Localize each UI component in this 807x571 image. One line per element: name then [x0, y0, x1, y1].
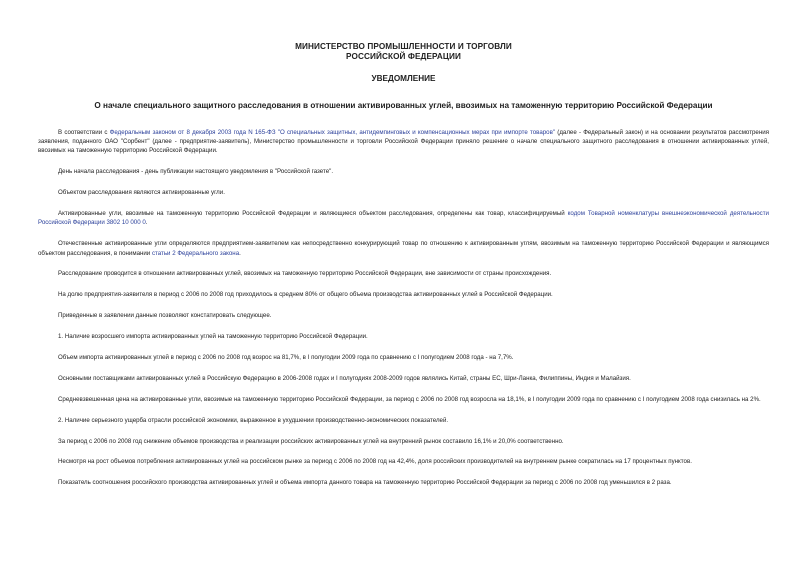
- paragraph-p5: [38, 239, 769, 258]
- paragraph-text: Показатель соотношения российского производства активированных углей и объема импорта данного товара на таможенную территорию Российской Федерации за период с 2006 по 2008 год уменьшился в 2 раза.: [58, 479, 672, 487]
- paragraph-text: Расследование проводится в отношении активированных углей, ввозимых на таможенную территорию Российской Федерации, вне зависимости от страны происхождения.: [58, 270, 552, 278]
- paragraph-p8: [38, 311, 769, 320]
- legal-reference-link[interactable]: Федеральным законом от 8 декабря 2003 года N 165-ФЗ "О специальных защитных, антидемпинговых и компенсационных мерах при импорте товаров": [109, 128, 556, 136]
- ministry-name-line1: МИНИСТЕРСТВО ПРОМЫШЛЕННОСТИ И ТОРГОВЛИ: [295, 42, 512, 51]
- paragraph-p9: [38, 332, 769, 341]
- paragraph-p15: [38, 457, 769, 466]
- paragraph-p10: [38, 353, 769, 362]
- paragraph-text: За период с 2006 по 2008 год снижение объемов производства и реализации российских активированных углей на внутренний рынок составило 16,1% и 20,0% соответственно.: [58, 437, 564, 445]
- paragraph-text: .: [145, 219, 148, 227]
- document-title: О начале специального защитного расследования в отношении активированных углей, ввозимых на таможенную территорию Российской Федерации: [94, 100, 713, 110]
- paragraph-p6: [38, 269, 769, 278]
- ministry-name-line2: РОССИЙСКОЙ ФЕДЕРАЦИИ: [346, 52, 461, 62]
- paragraph-p7: [38, 290, 769, 299]
- paragraph-text: 2. Наличие серьезного ущерба отрасли российской экономики, выраженное в ухудшении производственно-экономических показателей.: [58, 416, 449, 424]
- notice-heading: УВЕДОМЛЕНИЕ: [371, 73, 436, 83]
- paragraph-text: Объектом расследования являются активированные угли.: [58, 189, 225, 197]
- paragraph-text: Средневзвешенная цена на активированные угли, ввозимые на таможенную территорию Российской Федерации, за период с 2006 по 2008 год возросла на 18,1%, в I полугодии 2009 года по сравнению с I полугодием 2008 года снизилась на 2%.: [58, 395, 761, 403]
- document-body: [38, 128, 769, 488]
- legal-reference-link[interactable]: статьи 2 Федерального закона: [151, 249, 240, 257]
- paragraph-text: Приведенные в заявлении данные позволяют констатировать следующее.: [58, 312, 272, 320]
- paragraph-text: День начала расследования - день публикации настоящего уведомления в "Российской газете".: [58, 168, 334, 176]
- paragraph-p3: [38, 188, 769, 197]
- legal-reference-link[interactable]: кодом Товарной номенклатуры внешнеэкономической деятельности Российской Федерации 3802 10 000 0: [38, 210, 769, 227]
- paragraph-text: Объем импорта активированных углей в период с 2006 по 2008 год возрос на 81,7%, в I полугодии 2009 года по сравнению с I полугодием 2008 года - на 7,7%.: [58, 354, 514, 362]
- paragraph-text: Отечественные активированные угли определяются предприятием-заявителем как непосредственно конкурирующий товар по отношению к активированным углям, ввозимым на таможенную территорию Российской Федерации и являющимся объектом расследования, в понимании: [38, 240, 769, 257]
- paragraph-p14: [38, 437, 769, 446]
- paragraph-text: Несмотря на рост объемов потребления активированных углей на российском рынке за период с 2006 по 2008 год на 42,4%, доля российских производителей на внутреннем рынке сократилась на 17 процентных пунктов.: [58, 458, 692, 466]
- paragraph-text: Активированные угли, ввозимые на таможенную территорию Российской Федерации и являющиеся объектом расследования, определены как товар, классифицируемый: [58, 210, 568, 218]
- paragraph-p1: [38, 128, 769, 156]
- paragraph-p16: [38, 478, 769, 487]
- paragraph-text: Основными поставщиками активированных углей в Российскую Федерацию в 2006-2008 годах и I полугодиях 2008-2009 годов являлись Китай, страны ЕС, Шри-Ланка, Филиппины, Индия и Малайзия.: [58, 374, 631, 382]
- paragraph-p11: [38, 374, 769, 383]
- paragraph-text: 1. Наличие возросшего импорта активированных углей на таможенную территорию Российской Федерации.: [58, 333, 368, 341]
- paragraph-p13: [38, 416, 769, 425]
- paragraph-p4: [38, 209, 769, 228]
- paragraph-p12: [38, 395, 769, 404]
- paragraph-text: В соответствии с: [58, 128, 110, 136]
- paragraph-text: .: [239, 249, 241, 257]
- paragraph-text: (далее - Федеральный закон) и на основании результатов рассмотрения заявления, поданного ОАО "Сорбент" (далее - предприятие-заявитель), Министерство промышленности и торговли Российской Федерации приняло решение о начале специального защитного расследования в отношении активированных углей, ввозимых на таможенную территорию Российской Федерации.: [38, 128, 769, 155]
- paragraph-text: На долю предприятия-заявителя в период с 2006 по 2008 год приходилось в среднем 80% от общего объема производства активированных углей в Российской Федерации.: [58, 291, 553, 299]
- paragraph-p2: [38, 167, 769, 176]
- ministry-header: [38, 42, 769, 63]
